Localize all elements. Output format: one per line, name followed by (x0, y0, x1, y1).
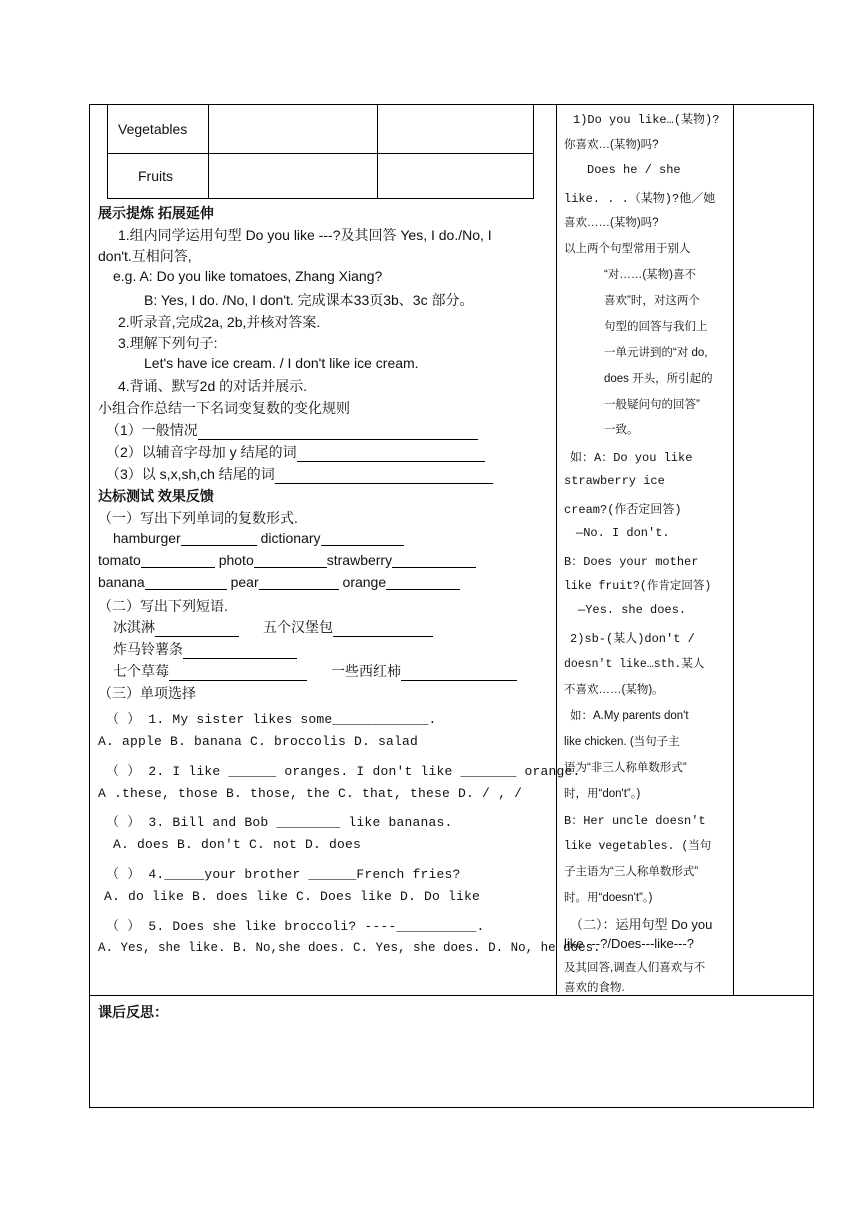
note-line-30: 子主语为“三人称单数形式” (564, 866, 699, 878)
heading-extension: 展示提炼 拓展延伸 (98, 205, 214, 221)
task1-line1: 1.组内同学运用句型 Do you like ---?及其回答 Yes, I do./No, I (118, 227, 492, 243)
blank-strawberry[interactable] (392, 553, 476, 568)
note-line-11: does 开头，所引起的 (604, 373, 713, 385)
note-line-27: 时，用“don't”。) (564, 788, 641, 800)
note-line-10: 一单元讲到的“对 do, (604, 347, 708, 359)
blank-photo[interactable] (254, 553, 327, 568)
phrase-row3: 七个草莓 一些西红柿 (113, 661, 517, 681)
note-line-23: 不喜欢……(某物)。 (564, 684, 664, 696)
plural-row1: hamburger dictionary (113, 530, 404, 546)
question4: （ ） 4._____your brother ______French fries? (106, 867, 461, 882)
note-line-2: 你喜欢…(某物)吗? (564, 139, 659, 151)
note-line-9: 句型的回答与我们上 (604, 321, 708, 333)
question2: （ ） 2. I like ______ oranges. I don't like _______ orange. (106, 764, 581, 779)
blank-pear[interactable] (259, 575, 339, 590)
veg-table-col2 (377, 104, 378, 199)
note-line-3: Does he / she (587, 163, 681, 177)
phrase-row1: 冰淇淋 五个汉堡包 (113, 617, 433, 637)
note-line-14: 如：A：Do you like (570, 451, 693, 465)
note-line-24: 如：A.My parents don't (570, 710, 689, 722)
note-line-26: 语为“非三人称单数形式” (564, 762, 687, 774)
blank-dictionary[interactable] (321, 531, 404, 546)
note-line-19: like fruit?(作肯定回答) (564, 580, 712, 593)
note-line-29: like vegetables. (当句 (564, 840, 712, 853)
note-line-12: 一般疑问句的回答” (604, 399, 700, 411)
note-line-20: —Yes. she does. (578, 603, 687, 617)
phrase-row2: 炸马铃薯条 (113, 639, 297, 659)
veg-table-bottom (107, 198, 534, 199)
blank-banana[interactable] (145, 575, 227, 590)
note-line-18: B：Does your mother (564, 555, 699, 569)
rule1-blank[interactable] (198, 425, 478, 440)
note-line-22: doesn't like…sth.某人 (564, 658, 705, 671)
section3-title: （三）单项选择 (98, 685, 196, 701)
fruit-label: Fruits (138, 168, 173, 184)
note-line-7: “对……(某物)喜不 (604, 269, 696, 281)
note-line-32: （二）：运用句型 Do you (570, 917, 713, 932)
note-line-25: like chicken. (当句子主 (564, 736, 680, 748)
col-divider-notes-left (556, 104, 557, 996)
question3: （ ） 3. Bill and Bob ________ like bananas. (106, 815, 453, 830)
rule2: （2）以辅音字母加 y 结尾的词 (106, 442, 485, 462)
blank-icecream[interactable] (155, 622, 239, 637)
note-line-5: 喜欢……(某物)吗? (564, 217, 659, 229)
task3-sentence: Let's have ice cream. / I don't like ice cream. (144, 355, 419, 371)
plural-row2: tomato photo strawberry (98, 552, 476, 568)
blank-hamburger[interactable] (181, 531, 257, 546)
section2-title: （二）写出下列短语. (98, 598, 228, 614)
blank-fries[interactable] (183, 644, 297, 659)
example-line1: e.g. A: Do you like tomatoes, Zhang Xiang? (113, 268, 383, 284)
veg-table-col1 (208, 104, 209, 199)
note-line-21: 2)sb-(某人)don't / (570, 632, 695, 646)
col-divider-notes-right (733, 104, 734, 996)
outer-border-bottom (89, 1107, 814, 1108)
task2: 2.听录音,完成2a, 2b,并核对答案. (118, 314, 321, 330)
note-line-16: cream?(作否定回答) (564, 503, 682, 517)
task4: 4.背诵、默写2d 的对话并展示. (118, 378, 308, 394)
veg-table-mid (107, 153, 534, 154)
row-divider (89, 995, 814, 996)
plural-row3: banana pear orange (98, 574, 460, 590)
blank-hamburgers[interactable] (333, 622, 433, 637)
blank-strawberries[interactable] (169, 666, 307, 681)
note-line-4: like. . .（某物)?他／她 (564, 192, 716, 206)
question3-options: A. does B. don't C. not D. does (113, 837, 362, 852)
note-line-31: 时。用“doesn't”。) (564, 892, 653, 904)
note-line-15: strawberry ice (564, 474, 665, 488)
blank-orange[interactable] (386, 575, 460, 590)
section1-title: （一）写出下列单词的复数形式. (98, 510, 298, 526)
rule1: （1）一般情况 (106, 420, 478, 440)
question5-options: A. Yes, she like. B. No,she does. C. Yes, she does. D. No, he does. (98, 941, 601, 955)
note-line-1: 1)Do you like…(某物)? (573, 113, 720, 127)
question4-options: A. do like B. does like C. Does like D. Do like (104, 889, 481, 904)
blank-tomatoes[interactable] (401, 666, 517, 681)
question2-options: A .these, those B. those, the C. that, these D. / , / (98, 786, 523, 801)
note-line-35: 喜欢的食物. (564, 982, 625, 994)
rule3-blank[interactable] (275, 469, 493, 484)
blank-tomato[interactable] (141, 553, 215, 568)
note-line-34: 及其回答,调查人们喜欢与不 (564, 962, 706, 974)
note-line-6: 以上两个句型常用于别人 (564, 243, 691, 255)
rule2-blank[interactable] (297, 447, 485, 462)
question1: （ ） 1. My sister likes some____________. (106, 712, 437, 727)
rule3: （3）以 s,x,sh,ch 结尾的词 (106, 464, 493, 484)
note-line-17: —No. I don't. (576, 526, 670, 540)
task3: 3.理解下列句子: (118, 335, 218, 351)
note-line-8: 喜欢”时，对这两个 (604, 295, 700, 307)
example-line2: B: Yes, I do. /No, I don't. 完成课本33页3b、3c 部分。 (144, 292, 474, 308)
reflection-label: 课后反思： (98, 1004, 168, 1020)
veg-table-top (107, 104, 534, 105)
heading-test: 达标测试 效果反馈 (98, 488, 214, 504)
question5: （ ） 5. Does she like broccoli? ----__________. (106, 919, 485, 934)
note-line-28: B：Her uncle doesn't (564, 814, 706, 828)
veg-table-right (533, 104, 534, 199)
question1-options: A. apple B. banana C. broccolis D. salad (98, 734, 419, 749)
group-summary: 小组合作总结一下名词变复数的变化规则 (98, 400, 350, 416)
task1-line2: don't.互相问答, (98, 248, 192, 264)
outer-border-left (89, 104, 90, 1108)
note-line-33: like ---?/Does---like---? (564, 936, 695, 951)
note-line-13: 一致。 (604, 424, 639, 436)
outer-border-right (813, 104, 814, 1108)
veg-label: Vegetables (118, 121, 188, 137)
veg-table-left (107, 104, 108, 199)
